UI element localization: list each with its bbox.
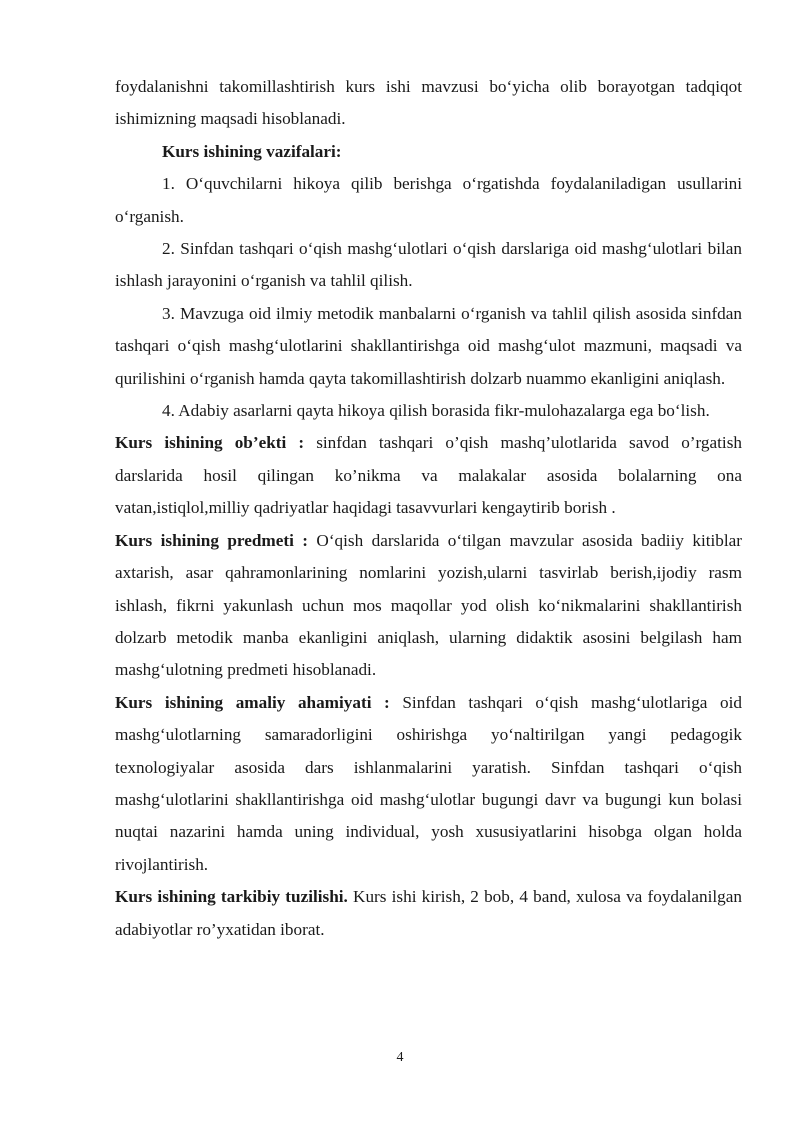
structure-text: Kurs ishi kirish, 2 bob, 4 band, xulosa va foydalanilgan adabiyotlar ro’yxatidan iborat. <box>115 887 742 939</box>
subject-text: O‘qish darslarida o‘tilgan mavzular asosida badiiy kitiblar axtarish, asar qahramonlarining nomlarini yozish,ularni tasvirlab berish,ijodiy rasm ishlash, fikrni yakunlash uchun mos maqollar yod olish ko‘nikmalarini shakllantirish dolzarb metodik manba ekanligini aniqlash, ularning didaktik asosini belgilash ham mashg‘ulotning predmeti hisoblanadi. <box>115 530 743 680</box>
object-label: Kurs ishining ob’ekti : <box>115 433 305 453</box>
task-item-4: 4. Adabiy asarlarni qayta hikoya qilish borasida fikr-mulohazalarga ega bo‘lish. <box>162 401 710 421</box>
subject-paragraph <box>115 525 742 687</box>
object-paragraph <box>115 427 742 524</box>
structure-paragraph <box>115 881 742 946</box>
practical-paragraph <box>115 687 742 881</box>
tasks-heading: Kurs ishining vazifalari: <box>162 141 342 161</box>
document-page <box>115 71 742 946</box>
practical-label: Kurs ishining amaliy ahamiyati : <box>115 692 390 712</box>
task-item-3: 3. Mavzuga oid ilmiy metodik manbalarni o‘rganish va tahlil qilish asosida sinfdan tashqari o‘qish mashg‘ulotlarini shakllantirishga oid mashg‘ulot mazmuni, maqsadi va qurilishini o‘rganish hamda qayta takomillashtirish dolzarb nuammo ekanligini aniqlash. <box>115 303 742 388</box>
page-number: 4 <box>396 1050 404 1065</box>
object-text: sinfdan tashqari o’qish mashq’ulotlarida savod o’rgatish darslarida hosil qilingan ko’nikma va malakalar asosida bolalarning ona vatan,istiqlol,milliy qadriyatlar haqidagi tasavvurlari kengaytirib borish . <box>115 433 742 518</box>
subject-label: Kurs ishining predmeti : <box>115 530 308 550</box>
practical-text: Sinfdan tashqari o‘qish mashg‘ulotlariga oid mashg‘ulotlarning samaradorligini oshirishga yo‘naltirilgan yangi pedagogik texnologiyalar asosida dars ishlanmalarini yaratish. Sinfdan tashqari o‘qish mashg‘ulotlarini shakllantirishga oid mashg‘ulotlar bugungi davr va bugungi kun bolasi nuqtai nazarini hamda uning individual, yosh xususiyatlarini hisobga olgan holda rivojlantirish. <box>115 692 742 874</box>
task-item-2: 2. Sinfdan tashqari o‘qish mashg‘ulotlari o‘qish darslariga oid mashg‘ulotlari bilan ishlash jarayonini o‘rganish va tahlil qilish. <box>115 239 742 291</box>
structure-label: Kurs ishining tarkibiy tuzilishi. <box>115 887 348 907</box>
task-item-1: 1. O‘quvchilarni hikoya qilib berishga o‘rgatishda foydalaniladigan usullarini o‘rganish. <box>115 174 742 226</box>
intro-paragraph: foydalanishni takomillashtirish kurs ishi mavzusi bo‘yicha olib borayotgan tadqiqot ishimizning maqsadi hisoblanadi. <box>115 77 742 129</box>
